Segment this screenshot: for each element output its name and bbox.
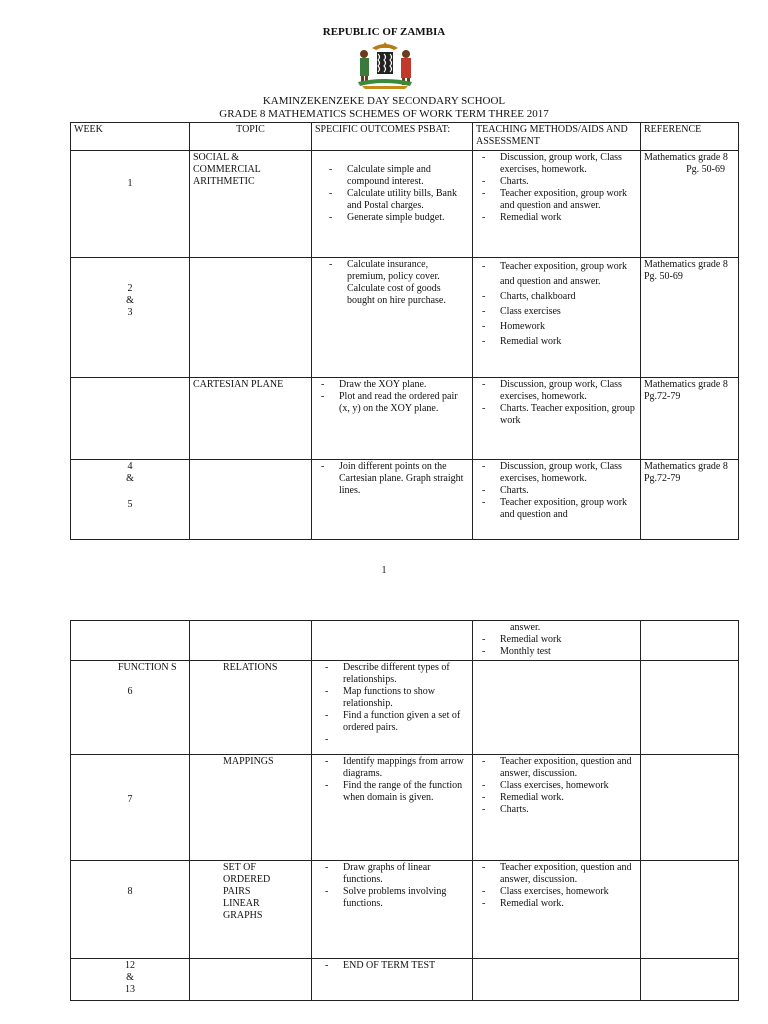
table-row <box>71 755 739 861</box>
list-item: - Class exercises <box>482 306 561 317</box>
table-row <box>71 460 739 540</box>
reference-cell <box>641 621 739 661</box>
list-item: - Charts. <box>482 804 529 815</box>
list-item: - Remedial work. <box>482 792 564 803</box>
header-week: WEEK <box>71 123 190 151</box>
topic-text: RELATIONS <box>223 662 278 673</box>
list-item: - Plot and read the ordered pair (x, y) on the XOY plane. <box>321 391 458 414</box>
header-outcomes: SPECIFIC OUTCOMES PSBAT: <box>312 123 473 151</box>
list-item: - Draw graphs of linear functions. <box>325 862 431 885</box>
methods-cell <box>473 378 641 460</box>
week-cell <box>71 661 190 755</box>
week-cell <box>71 861 190 959</box>
outcomes-cell <box>312 861 473 959</box>
week-number: 5 <box>127 499 133 510</box>
table-row <box>71 258 739 378</box>
list-item: - Calculate simple and compound interest. <box>329 164 431 187</box>
week-number: 6 <box>127 686 133 697</box>
list-item: - Charts. <box>482 485 529 496</box>
outcomes-cell <box>312 151 473 258</box>
week-separator: & <box>126 473 134 484</box>
list-item: - Join different points on the Cartesian plane. Graph straight lines. <box>321 461 464 496</box>
reference-pages: Pg.72-79 <box>644 391 681 402</box>
list-item: - Charts, chalkboard <box>482 291 576 302</box>
week-cell <box>71 959 190 1001</box>
coat-of-arms-image <box>350 40 420 90</box>
list-item: - Map functions to show relationship. <box>325 686 435 709</box>
week-cell <box>71 151 190 258</box>
week-number: 1 <box>127 178 133 189</box>
week-topic-label: FUNCTION S <box>118 662 177 673</box>
table-row <box>71 959 739 1001</box>
page-number: 1 <box>381 565 387 576</box>
methods-continuation: answer. <box>510 622 541 633</box>
list-item: - Draw the XOY plane. <box>321 379 427 390</box>
topic-cell <box>190 460 312 540</box>
list-item: - END OF TERM TEST <box>325 960 436 971</box>
list-item: - Remedial work <box>482 212 562 223</box>
week-separator: & <box>126 972 134 983</box>
list-item: - Discussion, group work, Class exercises, homework. <box>482 379 622 402</box>
list-item: - Find the range of the function when domain is given. <box>325 780 463 803</box>
topic-cell <box>190 621 312 661</box>
topic-text: SET OF ORDERED PAIRS LINEAR GRAPHS <box>223 862 271 921</box>
list-item: - Find a function given a set of ordered pairs. <box>325 710 461 733</box>
topic-cell <box>190 661 312 755</box>
topic-cell <box>190 959 312 1001</box>
list-item: - Class exercises, homework <box>482 886 609 897</box>
week-number: 13 <box>125 984 135 995</box>
outcomes-cell <box>312 959 473 1001</box>
reference-cell <box>641 661 739 755</box>
outcomes-cell <box>312 460 473 540</box>
list-item: - Generate simple budget. <box>329 212 445 223</box>
list-item: - Teacher exposition, group work and question and answer. <box>482 261 628 287</box>
outcomes-cell <box>312 258 473 378</box>
methods-cell <box>473 151 641 258</box>
list-item: - Remedial work <box>482 336 562 347</box>
list-item: - Discussion, group work, Class exercises, homework. <box>482 152 622 175</box>
header-topic: TOPIC <box>190 123 312 151</box>
topic-cell <box>190 258 312 378</box>
scheme-title: GRADE 8 MATHEMATICS SCHEMES OF WORK TERM THREE 2017 <box>219 108 549 120</box>
outcomes-cell <box>312 621 473 661</box>
reference-cell <box>641 959 739 1001</box>
list-item: - Class exercises, homework <box>482 780 609 791</box>
school-name: KAMINZEKENZEKE DAY SECONDARY SCHOOL <box>262 95 506 107</box>
reference-cell <box>641 258 739 378</box>
reference-book: Mathematics grade 8 <box>644 379 728 390</box>
table-row <box>71 661 739 755</box>
reference-pages: Pg.72-79 <box>644 473 681 484</box>
list-item: - Homework <box>482 321 545 332</box>
week-number: 7 <box>127 794 133 805</box>
list-item: - Calculate insurance, premium, policy cover. Calculate cost of goods bought on hire purchase. <box>329 259 446 306</box>
reference-cell <box>641 151 739 258</box>
list-item: - Monthly test <box>482 646 551 657</box>
week-number: 3 <box>127 307 133 318</box>
reference-cell <box>641 460 739 540</box>
topic-cell <box>190 378 312 460</box>
reference-cell <box>641 378 739 460</box>
topic-text: MAPPINGS <box>223 756 274 767</box>
list-item: - Describe different types of relationships. <box>325 662 450 685</box>
topic-cell <box>190 861 312 959</box>
methods-cell <box>473 861 641 959</box>
week-cell <box>71 460 190 540</box>
topic-cell <box>190 755 312 861</box>
list-item: - Teacher exposition, group work and question and <box>482 497 628 520</box>
outcomes-cell <box>312 755 473 861</box>
scheme-table-page1 <box>70 122 739 540</box>
list-item: - Calculate utility bills, Bank and Postal charges. <box>329 188 457 211</box>
header-reference: REFERENCE <box>641 123 739 151</box>
reference-book: Mathematics grade 8 <box>644 461 728 472</box>
week-number: 4 <box>127 461 133 472</box>
methods-cell <box>473 755 641 861</box>
reference-pages: Pg. 50-69 <box>644 271 683 282</box>
week-separator: & <box>126 295 134 306</box>
reference-book: Mathematics grade 8 <box>644 259 728 270</box>
methods-cell <box>473 959 641 1001</box>
methods-cell <box>473 258 641 378</box>
topic-cell <box>190 151 312 258</box>
topic-text: CARTESIAN PLANE <box>193 379 284 390</box>
scheme-table-page2 <box>70 620 739 1001</box>
week-cell <box>71 378 190 460</box>
week-cell <box>71 621 190 661</box>
week-number: 8 <box>127 886 133 897</box>
table-row <box>71 151 739 258</box>
list-item: - Teacher exposition, group work and question and answer. <box>482 188 628 211</box>
table-row <box>71 621 739 661</box>
methods-cell <box>473 621 641 661</box>
table-row <box>71 378 739 460</box>
outcomes-cell: - Describe different types of relationships. - Map functions to show relationship. - Find a function given a set of ordered pairs. - <box>312 661 473 755</box>
list-item: - Teacher exposition, question and answer, discussion. <box>482 862 632 885</box>
methods-cell <box>473 460 641 540</box>
list-item: - Remedial work <box>482 634 562 645</box>
week-number: 2 <box>127 283 133 294</box>
list-item: - Charts. <box>482 176 529 187</box>
list-item: - Identify mappings from arrow diagrams. <box>325 756 464 779</box>
week-number: 12 <box>125 960 135 971</box>
table-row <box>71 861 739 959</box>
list-item: - Charts. Teacher exposition, group work <box>482 403 635 426</box>
reference-cell <box>641 755 739 861</box>
methods-cell <box>473 661 641 755</box>
reference-cell <box>641 861 739 959</box>
header-methods: TEACHING METHODS/AIDS AND ASSESSMENT <box>473 123 641 151</box>
week-cell <box>71 258 190 378</box>
republic-heading: REPUBLIC OF ZAMBIA <box>322 26 446 38</box>
reference-pages: Pg. 50-69 <box>686 164 725 175</box>
list-item: - Teacher exposition, question and answer, discussion. <box>482 756 632 779</box>
table-header-row <box>71 123 739 151</box>
list-item: - Solve problems involving functions. <box>325 886 447 909</box>
list-item: - Remedial work. <box>482 898 564 909</box>
topic-text: SOCIAL & COMMERCIAL ARITHMETIC <box>193 152 261 187</box>
week-cell <box>71 755 190 861</box>
outcomes-cell <box>312 378 473 460</box>
reference-book: Mathematics grade 8 <box>644 152 728 163</box>
list-item: - Discussion, group work, Class exercises, homework. <box>482 461 622 484</box>
